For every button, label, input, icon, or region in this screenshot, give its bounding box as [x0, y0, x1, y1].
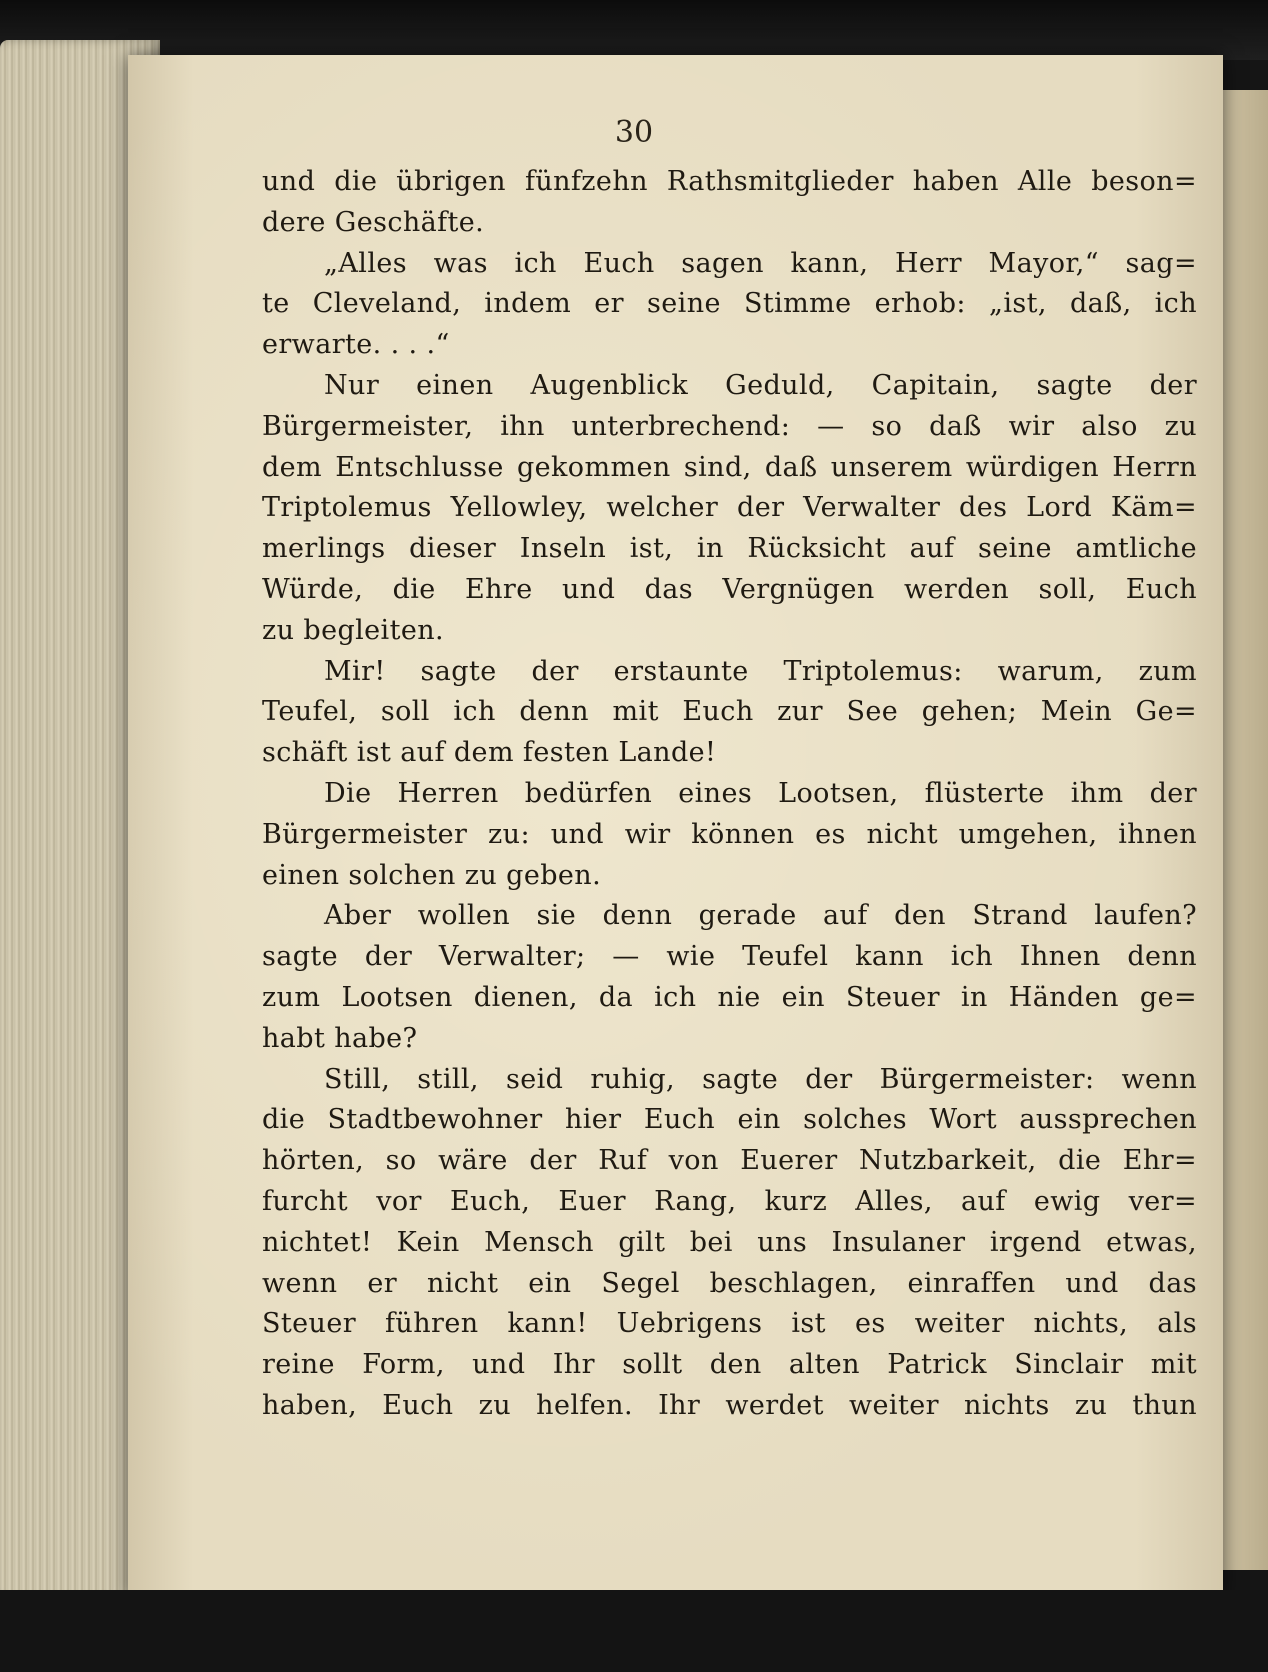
- text-line: reine Form, und Ihr sollt den alten Patrick Sinclair mit: [262, 1349, 1197, 1381]
- text-line: erwarte. . . .“: [262, 329, 450, 361]
- text-line: Nur einen Augenblick Geduld, Capitain, sagte der: [324, 369, 1197, 401]
- text-line: merlings dieser Inseln ist, in Rücksicht auf seine amtliche: [262, 533, 1197, 565]
- book-cover-bottom: [0, 1590, 1268, 1672]
- text-line: einen solchen zu geben.: [262, 859, 602, 891]
- text-line: die Stadtbewohner hier Euch ein solches Wort aussprechen: [262, 1104, 1197, 1136]
- text-line: schäft ist auf dem festen Lande!: [262, 737, 717, 769]
- facing-page-edge: [1223, 90, 1268, 1570]
- text-line: Die Herren bedürfen eines Lootsen, flüsterte ihm der: [324, 777, 1197, 809]
- text-line: „Alles was ich Euch sagen kann, Herr Mayor,“ sag=: [324, 247, 1197, 279]
- page-number: 30: [614, 115, 654, 150]
- text-line: wenn er nicht ein Segel beschlagen, einraffen und das: [262, 1267, 1197, 1299]
- body-text: [262, 162, 1197, 1427]
- text-line: furcht vor Euch, Euer Rang, kurz Alles, auf ewig ver=: [262, 1185, 1197, 1217]
- text-line: zum Lootsen dienen, da ich nie ein Steuer in Händen ge=: [262, 981, 1197, 1013]
- text-line: Steuer führen kann! Uebrigens ist es weiter nichts, als: [262, 1308, 1197, 1340]
- text-line: haben, Euch zu helfen. Ihr werdet weiter nichts zu thun: [262, 1389, 1197, 1421]
- text-line: dere Geschäfte.: [262, 206, 485, 238]
- text-line: Teufel, soll ich denn mit Euch zur See gehen; Mein Ge=: [262, 696, 1197, 728]
- text-line: Mir! sagte der erstaunte Triptolemus: warum, zum: [324, 655, 1197, 687]
- text-line: te Cleveland, indem er seine Stimme erhob: „ist, daß, ich: [262, 288, 1197, 320]
- text-line: Bürgermeister zu: und wir können es nicht umgehen, ihnen: [262, 818, 1197, 850]
- text-line: sagte der Verwalter; — wie Teufel kann ich Ihnen denn: [262, 941, 1197, 973]
- text-line: Würde, die Ehre und das Vergnügen werden soll, Euch: [262, 573, 1197, 605]
- text-line: Triptolemus Yellowley, welcher der Verwalter des Lord Käm=: [262, 492, 1197, 524]
- text-line: Still, still, seid ruhig, sagte der Bürgermeister: wenn: [324, 1063, 1197, 1095]
- text-line: Aber wollen sie denn gerade auf den Strand laufen?: [324, 900, 1197, 932]
- text-line: zu begleiten.: [262, 614, 444, 646]
- text-line: habt habe?: [262, 1022, 418, 1054]
- text-line: dem Entschlusse gekommen sind, daß unserem würdigen Herrn: [262, 451, 1197, 483]
- text-line: Bürgermeister, ihn unterbrechend: — so daß wir also zu: [262, 410, 1197, 442]
- text-line: und die übrigen fünfzehn Rathsmitglieder haben Alle beson=: [262, 166, 1197, 197]
- text-line: hörten, so wäre der Ruf von Euerer Nutzbarkeit, die Ehr=: [262, 1145, 1197, 1177]
- text-line: nichtet! Kein Mensch gilt bei uns Insulaner irgend etwas,: [262, 1226, 1197, 1258]
- book-cover-top: [0, 0, 1268, 60]
